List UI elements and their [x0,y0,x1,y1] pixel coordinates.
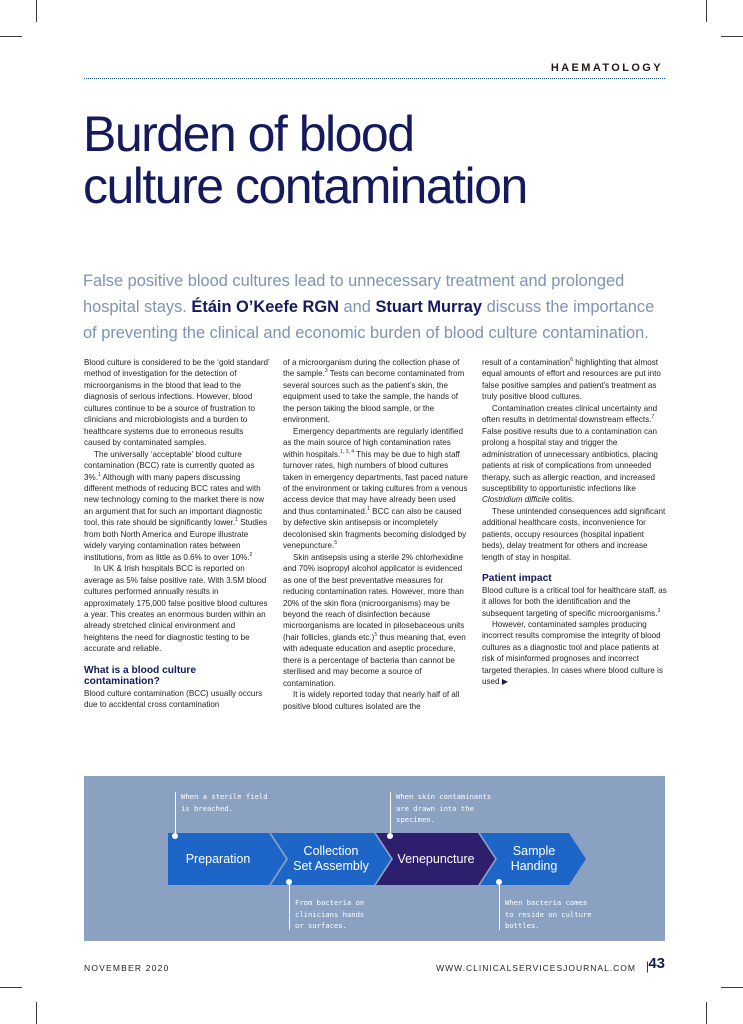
continue-arrow-icon: ▶ [501,677,508,687]
paragraph: Skin antisepsis using a sterile 2% chlorhexidine and 70% isopropyl alcohol applicator is evidenced as one of the best preventative measures for reducing contamination rates. However, more than 20% of the skin flora (microorganisms) may be beyond the reach of disinfection because microorganisms are located in pilosebaceous units (hair follicles, glands etc.)$^5$ thus meaning that, even with adequate education and aseptic procedure, there is a percentage of bacteria than cannot be sterilised and may become a source of contamination. [283,552,466,688]
reference-marker: 6 [570,357,573,363]
reference-marker: 3 [657,607,661,614]
callout-dot [387,833,393,839]
footer-separator: | [645,959,649,973]
crop-mark [0,987,22,988]
reference-marker: 2 [249,551,253,558]
process-diagram [84,776,665,941]
paragraph: It is widely reported today that nearly half of all positive blood cultures isolated are the [283,690,460,711]
paragraph: Blood culture contamination (BCC) usually occurs due to accidental cross contamination [84,688,263,710]
author-name: Stuart Murray [375,298,483,316]
crop-mark [0,36,22,37]
callout-line [390,792,391,836]
footer-website: WWW.CLINICALSERVICESJOURNAL.COM [436,963,636,973]
subheading: What is a blood culture contamination? [84,664,197,688]
page-number: 43 [648,955,665,972]
reference-marker: 1, 3, 4 [340,448,355,455]
crop-mark [721,36,743,37]
reference-marker: 7 [651,414,655,421]
reference-marker: 5 [334,540,338,547]
paragraph: In UK & Irish hospitals BCC is reported on average as 5% false positive rate. With 3.5M blood cultures performed annually results in approximately 175,000 false positive blood cultures a year. This creates an enormous burden within an already stretched clinical environment and heightens the need for diagnostic testing to be accurate and reliable. [84,564,268,654]
standfirst-text: and [338,298,376,316]
body-column-2 [283,357,469,712]
crop-mark [706,1002,707,1024]
callout-dot [496,879,502,885]
step-label-collection: Collection Set Assembly [293,844,369,873]
standfirst [83,268,668,346]
crop-mark [721,987,743,988]
step-label-sample-handing: Sample Handing [510,844,558,873]
paragraph: Emergency departments are regularly identified as the main source of high contamination rates within hospitals.$^{1, 3, 4}$ This may be due to high staff turnover rates, high numbers of blood cultures taken in emergency departments, fast paced nature of the environment or taking cultures from a venous access device that may have already been used and thus contaminated.$^1$ BCC can also be caused by defective skin antisepsis or incompletely decolonised skin fragments becoming dislodged by venepuncture.$^5$ [283,426,468,551]
headline-line-2: culture contamination [83,158,527,214]
author-name: Étáin O’Keefe RGN [191,298,339,316]
paragraph: Blood culture is a critical tool for healthcare staff, as it allows for both the identification and the subsequent targeting of specific microorganisms.$^3$ [482,585,667,618]
standfirst-text: discuss the importance of preventing the clinical and economic burden of blood culture contamination. [83,298,655,342]
reference-marker: 3 [324,368,328,375]
header-rule [84,78,665,79]
callout-dot [286,879,292,885]
paragraph: These unintended consequences add significant additional healthcare costs, inconvenience for patients, occupy resources (hospital inpatient beds), delay treatment for others and increase length of stay in hospital. [482,506,666,562]
step-label-venepuncture: Venepuncture [397,852,475,866]
paragraph: Contamination creates clinical uncertainty and often results in detrimental downstream effects.$^7$ False positive results due to a contamination can prolong a hospital stay and trigger the administration of unnecessary antibiotics, placing patients at risk of complications from unneeded therapy, such as allergic reaction, and increased susceptibility to opportunistic infections like Clostridium difficile colitis. [482,403,658,505]
paragraph: result of a contamination$^6$ highlighting that almost equal amounts of effort and resources are put into false positive samples and patient’s treatment as truly positive blood cultures. [482,357,661,402]
footer-date: NOVEMBER 2020 [84,963,170,973]
step-label-preparation: Preparation [185,852,251,866]
section-label: HAEMATOLOGY [550,62,663,74]
callout-line [175,792,176,836]
headline [83,108,663,212]
reference-marker: 5 [374,631,378,638]
callout-note-skin-contaminants: When skin contaminants are drawn into the specimen. [396,792,492,824]
headline-line-1: Burden of blood [83,106,414,162]
body-column-3 [482,357,668,688]
italic-species-name: Clostridium difficile [482,495,550,505]
standfirst-text: False positive blood cultures lead to unnecessary treatment and prolonged hospital stays. [83,272,625,316]
crop-mark [36,1002,37,1024]
callout-note-culture-bottles: When bacteria comes to reside on culture bottles. [505,898,592,930]
paragraph: of a microorganism during the collection phase of the sample.$^3$ Tests can become contaminated from several sources such as the patient’s skin, the equipment used to take the sample, the hands of the person taking the blood sample, or the environment. [283,358,465,425]
callout-line [499,882,500,930]
paragraph: Blood culture is considered to be the ‘gold standard’ method of investigation for the detection of microorganisms in the blood that lead to the diagnosis of serious infections. However, blood cultures continue to be a source of frustration to clinicians and microbiologists and a burden to healthcare systems due to erroneous results caused by contaminated samples. [84,358,270,448]
callout-note-sterile-field: When a sterile field is breached. [181,792,268,813]
crop-mark [36,0,37,22]
reference-marker: 1 [235,517,238,524]
subheading: Patient impact [482,573,552,585]
reference-marker: 1 [367,505,370,512]
paragraph: However, contaminated samples producing incorrect results compromise the integrity of blood cultures as a diagnostic tool and place patients at risk of misinformed prognoses and incorrect targeted therapies. In cases where blood culture is used ▶ [482,620,663,687]
callout-dot [172,833,178,839]
callout-note-bacteria-hands: From bacteria on clinicians hands or surfaces. [295,898,365,930]
paragraph: The universally ‘acceptable’ blood culture contamination (BCC) rate is currently quoted as 3%.$^1$ Although with many papers discussing different methods of reducing BCC rates and with new technology coming to the market there is now an argument that for such an important diagnostic tool, this rate should be significantly lower.$^1$ Studies from both North America and Europe illustrate widely varying contamination rates between institutions, from as little as 0.6% to over 10%.$^2$ [84,449,268,562]
reference-marker: 1 [97,471,101,478]
callout-line [289,882,290,930]
body-column-1 [84,357,270,711]
crop-mark [706,0,707,22]
